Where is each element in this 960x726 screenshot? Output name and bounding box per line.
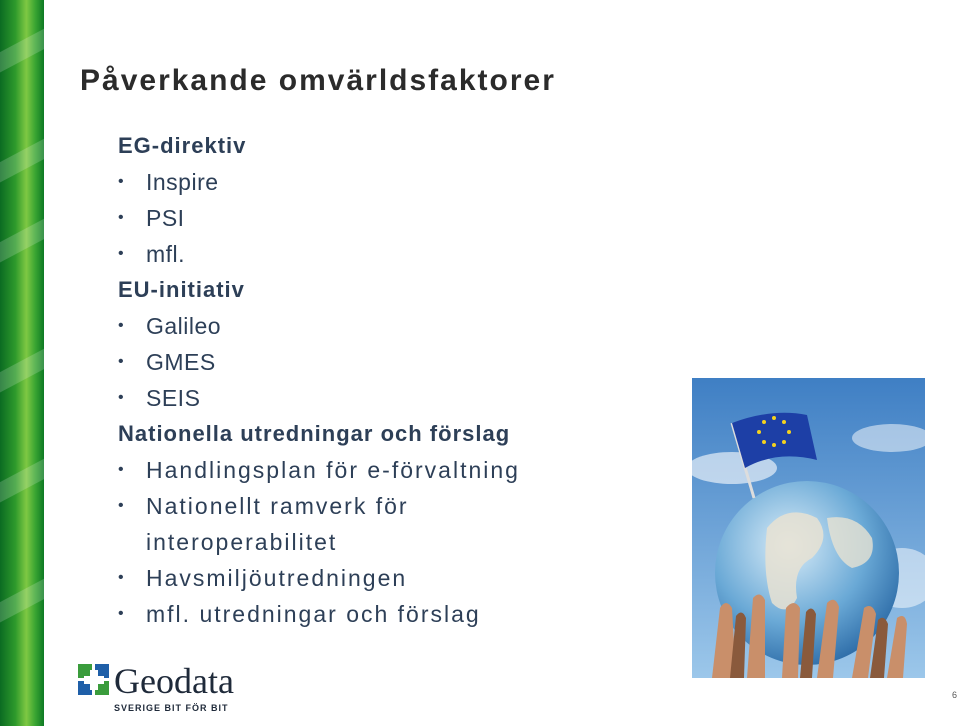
- section-heading-eg-direktiv: EG-direktiv: [118, 133, 247, 158]
- slide-content: [118, 128, 678, 632]
- section-heading-nationella-utredningar: Nationella utredningar och förslag: [118, 421, 511, 446]
- list-item: • mfl. utredningar och förslag: [118, 601, 481, 627]
- geodata-logo: [78, 661, 278, 714]
- list-item: • mfl.: [118, 241, 186, 267]
- list-item-continuation: interoperabilitet: [146, 529, 338, 555]
- logo-wordmark: Geodata: [114, 661, 234, 701]
- logo-tagline: SVERIGE BIT FÖR BIT: [114, 703, 229, 713]
- list-item: • GMES: [118, 349, 216, 375]
- list-item: • PSI: [118, 205, 185, 231]
- list-item: • Nationellt ramverk för: [118, 493, 409, 519]
- list-item: • Handlingsplan för e-förvaltning: [118, 457, 520, 483]
- list-item: • Havsmiljöutredningen: [118, 565, 408, 591]
- list-item: • Inspire: [118, 169, 219, 195]
- slide-title: Påverkande omvärldsfaktorer: [80, 64, 556, 97]
- geodata-logo-icon: [78, 664, 110, 696]
- decorative-green-sidebar: [0, 0, 44, 726]
- list-item: • Galileo: [118, 313, 222, 339]
- list-item: • SEIS: [118, 385, 201, 411]
- page-number: 6: [952, 690, 958, 700]
- globe-hands-eu-flag-image: [692, 378, 925, 678]
- section-heading-eu-initiativ: EU-initiativ: [118, 277, 245, 302]
